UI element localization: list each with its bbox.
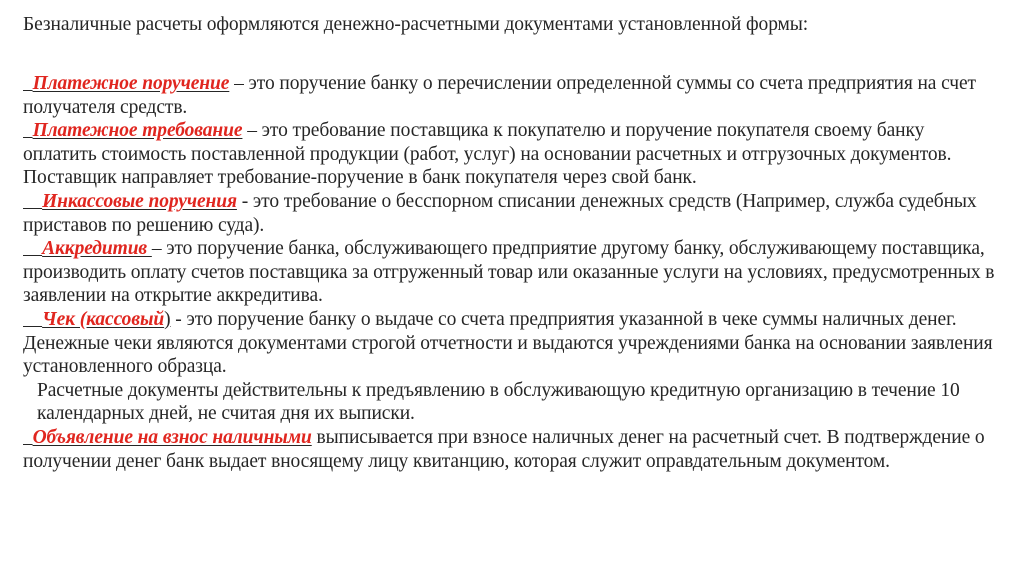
underline-lead: [23, 427, 33, 448]
underline-lead: [23, 191, 42, 212]
term-collection-orders: Инкассовые поручения: [42, 190, 237, 212]
term-payment-order: Платежное поручение: [32, 73, 230, 94]
underline-lead: [23, 73, 33, 94]
paragraph-payment-request: [23, 119, 998, 190]
definition-letter-of-credit: – это поручение банка, обслуживающего предприятие другому банку, обслуживающему поставщика, производить оплату счетов поставщика за отгруженный товар или оказанные услуги на условиях, предусмотренных в заявлении на открытие аккредитива.: [23, 238, 995, 307]
paragraph-cash-check: [23, 308, 998, 379]
term-cash-deposit: Объявление на взнос наличными: [32, 426, 312, 448]
paragraph-collection-orders: [23, 190, 998, 237]
definition-payment-order: – это поручение банку о перечислении определенной суммы со счета предприятия на счет получателя средств.: [23, 73, 976, 118]
term-letter-of-credit: Аккредитив: [42, 238, 152, 260]
paragraph-letter-of-credit: [23, 237, 998, 308]
underline-lead: [23, 238, 42, 259]
paragraph-documents-validity: Расчетные документы действительны к предъявлению в обслуживающую кредитную организацию в течение 10 календарных дней, не считая дня их выписки.: [37, 379, 960, 425]
term-payment-request: Платежное требование: [32, 120, 243, 142]
paragraph-payment-order: [23, 72, 998, 119]
underline-lead: [23, 120, 33, 141]
definition-collection-orders: - это требование о бесспорном списании денежных средств (Например, служба судебных приставов по решению суда).: [23, 190, 977, 236]
paragraph-cash-deposit: [23, 426, 998, 473]
definition-payment-request: – это требование поставщика к покупателю и поручение покупателя своему банку оплатить стоимость поставленной продукции (работ, услуг) на основании расчетных и отгрузочных документов. Поставщик направляет требование-поручение в банк покупателя через свой банк.: [23, 120, 952, 189]
term-cash-check-paren: ): [164, 308, 171, 330]
term-cash-check: Чек (кассовый: [42, 308, 165, 330]
definition-cash-deposit: выписывается при взносе наличных денег на расчетный счет. В подтверждение о получении денег банк выдает вносящему лицу квитанцию, которая служит оправдательным документом.: [23, 426, 985, 472]
underline-lead: [23, 309, 42, 330]
slide-body: [23, 72, 998, 473]
slide-heading: Безналичные расчеты оформляются денежно-расчетными документами установленной формы:: [23, 14, 809, 35]
definition-cash-check: - это поручение банку о выдаче со счета предприятия указанной в чеке суммы наличных денег. Денежные чеки являются документами строгой отчетности и выдаются учреждениями банка на основании заявления установленного образца.: [23, 308, 993, 378]
